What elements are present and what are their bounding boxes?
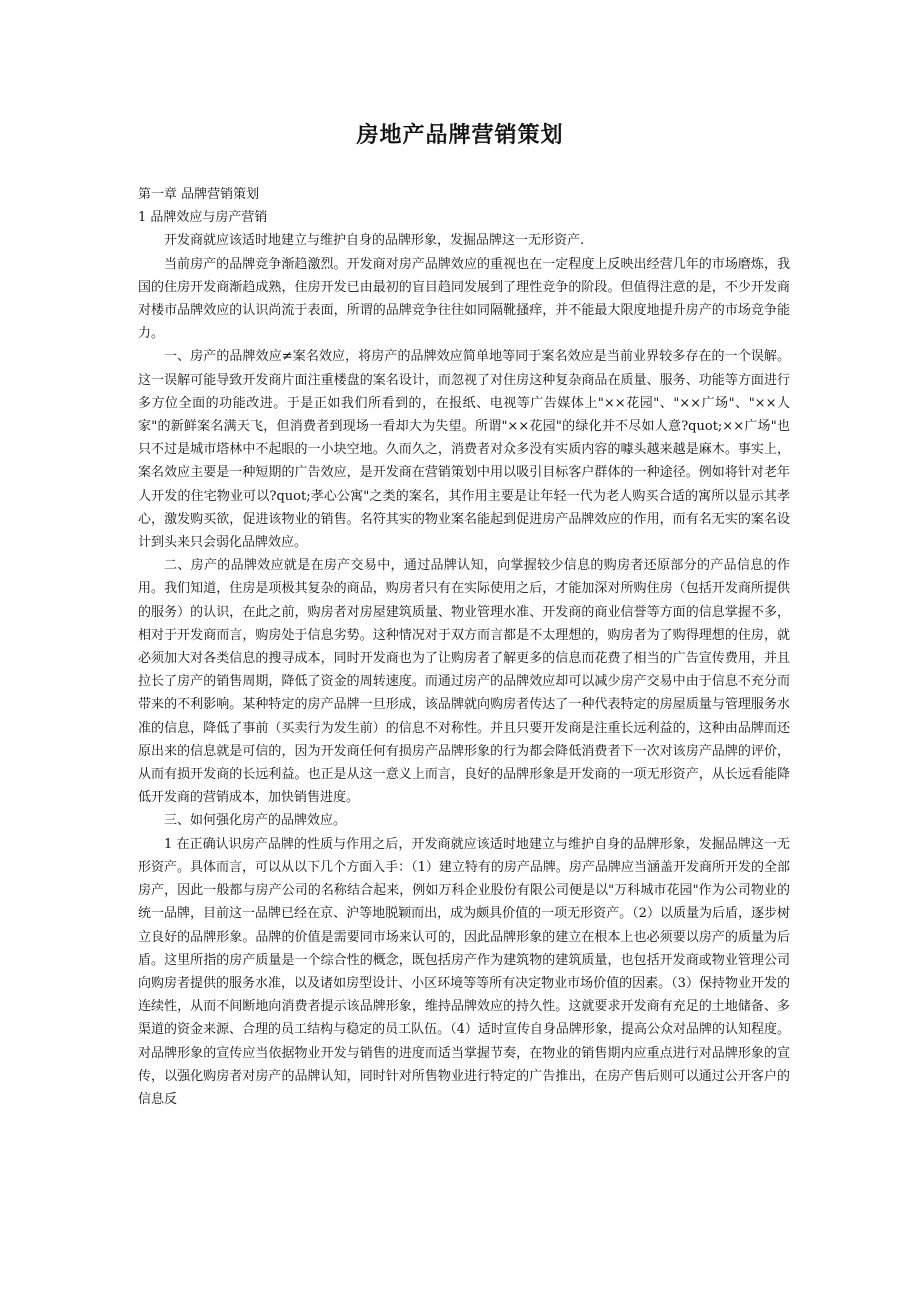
chapter-heading: 第一章 品牌营销策划 <box>138 187 260 202</box>
paragraph-point-one: 一、房产的品牌效应≠案名效应，将房产的品牌效应简单地等同于案名效应是当前业界较多存在的一个误解。这一误解可能导致开发商片面注重楼盘的案名设计，而忽视了对住房这种复杂商品在质量、服务、功能等方面进行多方位全面的功能改进。于是正如我们所看到的，在报纸、电视等广告媒体上"××花园"、"××广场"、"××人家"的新鲜案名满天飞，但消费者到现场一看却大为失望。所谓"××花园"的绿化并不尽如人意?quot;××广场"也只不过是城市塔林中不起眼的一小块空地。久而久之，消费者对众多没有实质内容的噱头越来越是麻木。事实上，案名效应主要是一种短期的广告效应，是开发商在营销策划中用以吸引目标客户群体的一种途径。例如将针对老年人开发的住宅物业可以?quot;孝心公寓"之类的案名，其作用主要是让年轻一代为老人购买合适的寓所以显示其孝心，激发购买欲，促进该物业的销售。名符其实的物业案名能起到促进房产品牌效应的作用，而有名无实的案名设计到头来只会弱化品牌效应。 <box>138 349 790 551</box>
document-title: 房地产品牌营销策划 <box>356 123 564 148</box>
paragraph-point-two: 二、房产的品牌效应就是在房产交易中，通过品牌认知，向掌握较少信息的购房者还原部分的产品信息的作用。我们知道，住房是项极其复杂的商品，购房者只有在实际使用之后，才能加深对所购住房（包括开发商所提供的服务）的认识，在此之前，购房者对房屋建筑质量、物业管理水准、开发商的商业信誉等方面的信息掌握不多，相对于开发商而言，购房处于信息劣势。这种情况对于双方而言都是不太理想的，购房者为了购得理想的住房，就必须加大对各类信息的搜寻成本，同时开发商也为了让购房者了解更多的信息而花费了相当的广告宣传费用，并且拉长了房产的销售周期，降低了资金的周转速度。而通过房产的品牌效应却可以减少房产交易中由于信息不充分而带来的不利影响。某种特定的房产品牌一旦形成，该品牌就向购房者传达了一种代表特定的房屋质量与管理服务水准的信息，降低了事前（买卖行为发生前）的信息不对称性。并且只要开发商是注重长远利益的，这种由品牌而还原出来的信息就是可信的，因为开发商任何有损房产品牌形象的行为都会降低消费者下一次对该房产品牌的评价，从而有损开发商的长远利益。也正是从这一意义上而言，良好的品牌形象是开发商的一项无形资产，从长远看能降低开发商的营销成本，加快销售进度。 <box>138 558 790 806</box>
paragraph-competition: 当前房产的品牌竞争渐趋激烈。开发商对房产品牌效应的重视也在一定程度上反映出经营几年的市场磨炼，我国的住房开发商渐趋成熟，住房开发已由最初的盲目趋同发展到了理性竞争的阶段。但值得注意的是，不少开发商对楼市品牌效应的认识尚流于表面，所谓的品牌竞争往往如同隔靴搔痒，并不能最大限度地提升房产的市场竞争能力。 <box>138 256 790 342</box>
paragraph-point-three-detail: 1 在正确认识房产品牌的性质与作用之后，开发商就应该适时地建立与维护自身的品牌形象，发掘品牌这一无形资产。具体而言，可以从以下几个方面入手：（1）建立特有的房产品牌。房产品牌应当涵盖开发商所开发的全部房产，因此一般都与房产公司的名称结合起来，例如万科企业股份有限公司便是以"万科城市花园"作为公司物业的统一品牌，目前这一品牌已经在京、沪等地脱颖而出，成为颇具价值的一项无形资产。（2）以质量为后盾，逐步树立良好的品牌形象。品牌的价值是需要同市场来认可的，因此品牌形象的建立在根本上也必须要以房产的质量为后盾。这里所指的房产质量是一个综合性的概念，既包括房产作为建筑物的建筑质量，也包括开发商或物业管理公司向购房者提供的服务水准，以及诸如房型设计、小区环境等等所有决定物业市场价值的因素。（3）保持物业开发的连续性，从而不间断地向消费者提示该品牌形象，维持品牌效应的持久性。这就要求开发商有充足的土地储备、多渠道的资金来源、合理的员工结构与稳定的员工队伍。（4）适时宣传自身品牌形象，提高公众对品牌的认知程度。对品牌形象的宣传应当依据物业开发与销售的进度而适当掌握节奏，在物业的销售期内应重点进行对品牌形象的宣传，以强化购房者对房产的品牌认知，同时针对所售物业进行特定的广告推出，在房产售后则可以通过公开客户的信息反 <box>138 836 790 1107</box>
paragraph-point-three-heading: 三、如何强化房产的品牌效应。 <box>164 813 347 829</box>
section-heading: 1 品牌效应与房产营销 <box>138 210 268 226</box>
paragraph-intro: 开发商就应该适时地建立与维护自身的品牌形象，发掘品牌这一无形资产. <box>164 233 585 249</box>
document-body <box>138 183 790 1111</box>
